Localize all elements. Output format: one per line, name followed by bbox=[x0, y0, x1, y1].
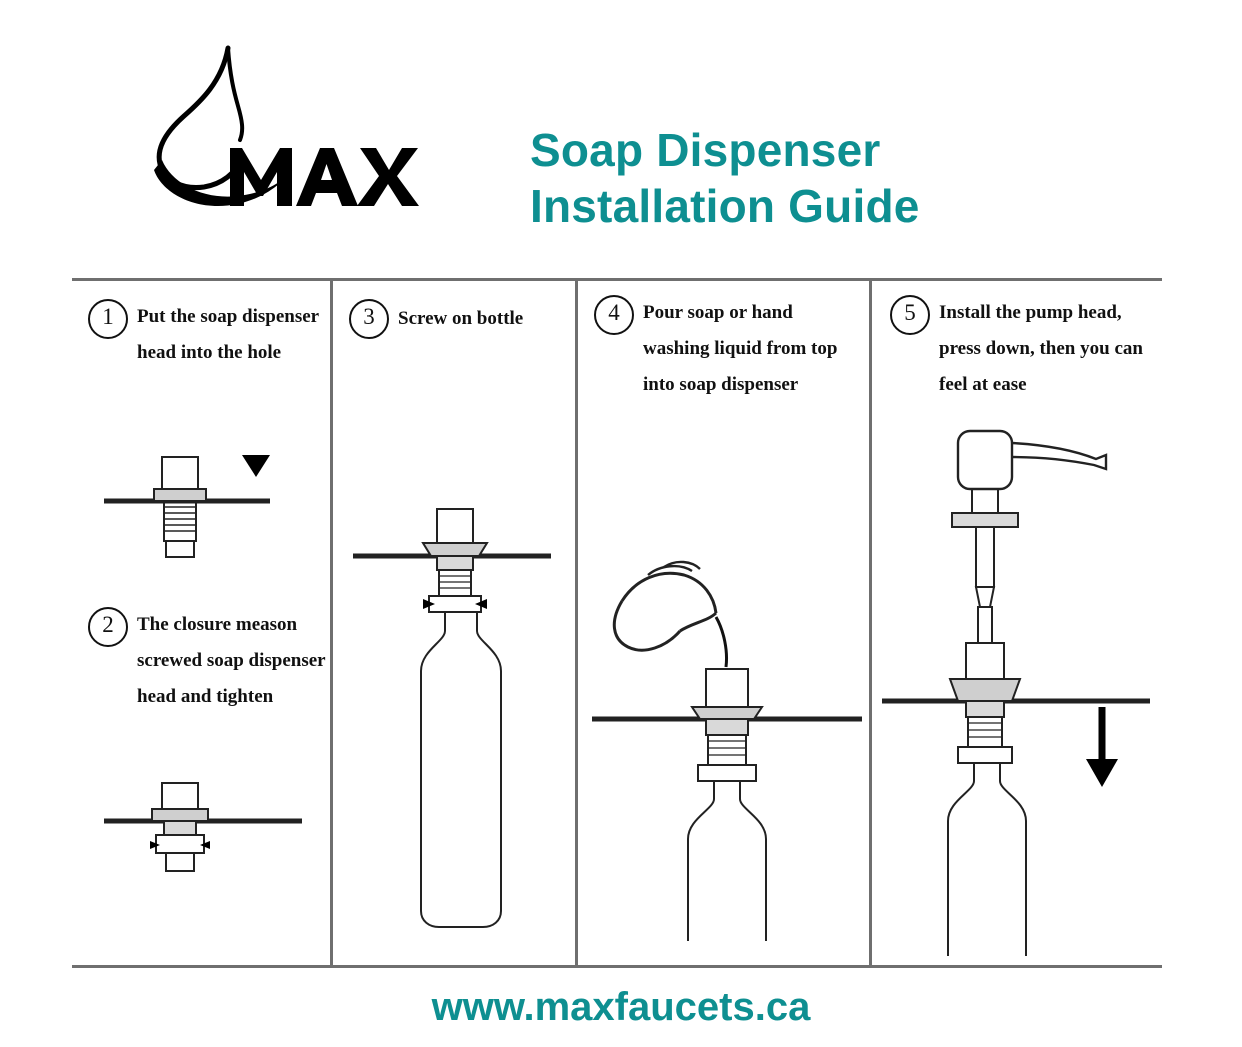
step-2-number: 2 bbox=[88, 607, 128, 647]
step-3 bbox=[349, 299, 581, 339]
step-5-text: Install the pump head, press down, then you can feel at ease bbox=[939, 302, 1143, 395]
step-4-number: 4 bbox=[594, 295, 634, 335]
step-1-number: 1 bbox=[88, 299, 128, 339]
title-line-2: Installation Guide bbox=[530, 180, 920, 232]
panel-step-5 bbox=[869, 281, 1162, 965]
step-2-illustration bbox=[102, 779, 317, 909]
step-2-text: The closure meason screwed soap dispenser head and tighten bbox=[137, 614, 326, 707]
step-4-illustration bbox=[588, 471, 873, 941]
step-1-text: Put the soap dispenser head into the hole bbox=[137, 306, 319, 363]
step-4-text: Pour soap or hand washing liquid from top into soap dispenser bbox=[643, 302, 838, 395]
step-3-number: 3 bbox=[349, 299, 389, 339]
instruction-panels bbox=[72, 278, 1162, 968]
title-line-1: Soap Dispenser bbox=[530, 124, 881, 176]
step-1-illustration bbox=[102, 441, 317, 571]
header bbox=[0, 0, 1242, 270]
panel-steps-1-2 bbox=[72, 281, 330, 965]
footer bbox=[0, 985, 1242, 1030]
panel-step-4 bbox=[575, 281, 869, 965]
step-4 bbox=[594, 295, 864, 403]
step-2 bbox=[88, 607, 326, 715]
panel-step-3 bbox=[330, 281, 575, 965]
step-5-illustration bbox=[880, 411, 1165, 956]
step-5-number: 5 bbox=[890, 295, 930, 335]
step-5 bbox=[890, 295, 1162, 403]
step-3-illustration bbox=[351, 481, 566, 941]
water-drop-icon bbox=[80, 30, 420, 210]
page-title bbox=[530, 122, 1170, 234]
brand-logo bbox=[80, 30, 420, 210]
website-url[interactable]: www.maxfaucets.ca bbox=[431, 985, 811, 1029]
step-3-text: Screw on bottle bbox=[398, 308, 524, 329]
step-1 bbox=[88, 299, 323, 371]
